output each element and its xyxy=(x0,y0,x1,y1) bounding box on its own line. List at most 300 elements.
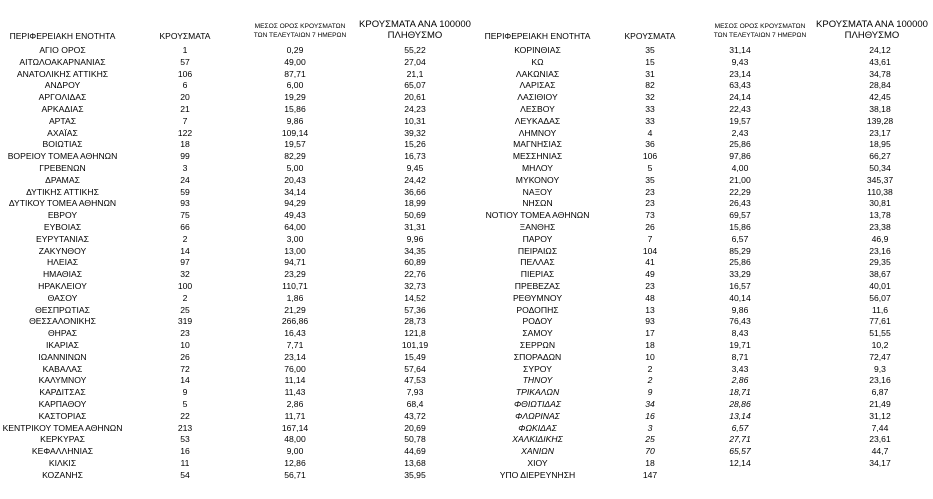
avg7-cell: 1,86 xyxy=(286,292,304,303)
per100k-cell: 34,17 xyxy=(869,457,891,468)
left-per100k-column xyxy=(375,45,455,481)
cases-cell: 32 xyxy=(180,269,190,280)
cases-cell: 31 xyxy=(645,68,655,79)
region-name-cell: ΚΕΝΤΡΙΚΟΥ ΤΟΜΕΑ ΑΘΗΝΩΝ xyxy=(2,422,123,433)
region-name-cell: ΣΠΟΡΑΔΩΝ xyxy=(513,351,562,362)
avg7-cell: 9,86 xyxy=(286,115,304,126)
avg7-cell: 25,86 xyxy=(729,257,751,268)
cases-cell: 14 xyxy=(180,245,190,256)
region-name-cell: ΣΕΡΡΩΝ xyxy=(519,339,556,350)
avg7-cell: 94,29 xyxy=(284,198,306,209)
cases-cell: 24 xyxy=(180,174,190,185)
region-name-cell: ΔΥΤΙΚΟΥ ΤΟΜΕΑ ΑΘΗΝΩΝ xyxy=(8,198,117,209)
per100k-cell: 101,19 xyxy=(401,339,429,350)
per100k-cell: 139,28 xyxy=(866,115,894,126)
region-name-cell: ΜΑΓΝΗΣΙΑΣ xyxy=(513,139,562,150)
cases-cell: 23 xyxy=(180,328,190,339)
region-name-cell: ΚΟΖΑΝΗΣ xyxy=(42,469,83,480)
cases-cell: 5 xyxy=(182,398,188,409)
per100k-cell: 24,23 xyxy=(404,103,426,114)
cases-cell: 41 xyxy=(645,257,655,268)
per100k-cell: 23,38 xyxy=(869,221,891,232)
cases-cell: 35 xyxy=(645,45,655,55)
header-cases-right: ΚΡΟΥΣΜΑΤΑ xyxy=(624,31,676,41)
cases-cell: 3 xyxy=(182,162,188,173)
cases-cell: 4 xyxy=(647,127,653,138)
region-name-cell: ΚΑΒΑΛΑΣ xyxy=(42,363,83,374)
avg7-cell: 23,29 xyxy=(284,269,306,280)
cases-cell: 319 xyxy=(177,316,193,327)
region-name-cell: ΘΕΣΣΑΛΟΝΙΚΗΣ xyxy=(29,316,96,327)
avg7-cell: 23,14 xyxy=(729,68,751,79)
cases-cell: 33 xyxy=(645,115,655,126)
cases-cell: 22 xyxy=(180,410,190,421)
region-name-cell: ΘΑΣΟΥ xyxy=(47,292,78,303)
region-name-cell: ΞΑΝΘΗΣ xyxy=(519,221,556,232)
avg7-cell: 65,57 xyxy=(729,446,751,457)
per100k-cell: 15,49 xyxy=(404,351,426,362)
region-name-cell: ΖΑΚΥΝΘΟΥ xyxy=(38,245,87,256)
cases-cell: 2 xyxy=(647,363,653,374)
region-name-cell: ΚΑΣΤΟΡΙΑΣ xyxy=(38,410,87,421)
avg7-cell: 21,00 xyxy=(729,174,751,185)
cases-cell: 2 xyxy=(182,292,188,303)
per100k-cell: 18,99 xyxy=(404,198,426,209)
region-name-cell: ΑΡΓΟΛΙΔΑΣ xyxy=(38,92,87,103)
cases-cell: 34 xyxy=(645,398,655,409)
right-cases-column xyxy=(615,45,685,481)
cases-cell: 11 xyxy=(180,457,190,468)
per100k-cell: 13,78 xyxy=(869,210,891,221)
header-cases-left: ΚΡΟΥΣΜΑΤΑ xyxy=(159,31,211,41)
region-name-cell: ΒΟΙΩΤΙΑΣ xyxy=(42,139,83,150)
region-name-cell: ΗΛΕΙΑΣ xyxy=(46,257,79,268)
avg7-cell: 109,14 xyxy=(281,127,309,138)
cases-cell: 6 xyxy=(182,80,188,91)
region-name-cell: ΕΒΡΟΥ xyxy=(47,210,78,221)
avg7-cell: 21,29 xyxy=(284,304,306,315)
region-name-cell: ΚΩ xyxy=(531,56,544,67)
per100k-cell: 47,53 xyxy=(404,375,426,386)
avg7-cell: 69,57 xyxy=(729,210,751,221)
left-avg7-column xyxy=(255,45,335,481)
avg7-cell: 22,43 xyxy=(729,103,751,114)
avg7-cell: 16,57 xyxy=(729,280,751,291)
cases-cell: 5 xyxy=(647,162,653,173)
header-per100k-right xyxy=(812,19,932,41)
region-name-cell: ΣΥΡΟΥ xyxy=(523,363,552,374)
avg7-cell: 12,14 xyxy=(729,457,751,468)
per100k-cell: 39,32 xyxy=(404,127,426,138)
cases-cell: 18 xyxy=(180,139,190,150)
region-name-cell: ΕΥΒΟΙΑΣ xyxy=(43,221,82,232)
region-name-cell: ΚΑΛΥΜΝΟΥ xyxy=(38,375,87,386)
region-name-cell: ΜΗΛΟΥ xyxy=(521,162,554,173)
cases-cell: 59 xyxy=(180,186,190,197)
per100k-cell: 24,12 xyxy=(869,45,891,55)
per100k-cell: 42,45 xyxy=(869,92,891,103)
right-avg7-column xyxy=(700,45,780,481)
avg7-cell: 15,86 xyxy=(284,103,306,114)
cases-cell: 57 xyxy=(180,56,190,67)
cases-cell: 2 xyxy=(182,233,188,244)
avg7-cell: 63,43 xyxy=(729,80,751,91)
avg7-cell: 11,43 xyxy=(284,387,306,398)
cases-cell: 16 xyxy=(645,410,655,421)
cases-cell: 23 xyxy=(645,198,655,209)
region-name-cell: ΛΑΣΙΘΙΟΥ xyxy=(517,92,558,103)
region-name-cell: ΕΥΡΥΤΑΝΙΑΣ xyxy=(36,233,89,244)
cases-cell: 53 xyxy=(180,434,190,445)
cases-cell: 122 xyxy=(177,127,193,138)
cases-cell: 213 xyxy=(177,422,193,433)
cases-cell: 1 xyxy=(182,45,188,55)
avg7-cell: 19,57 xyxy=(729,115,751,126)
per100k-cell: 44,7 xyxy=(871,446,889,457)
per100k-cell: 44,69 xyxy=(404,446,426,457)
per100k-cell: 20,69 xyxy=(404,422,426,433)
per100k-cell: 121,8 xyxy=(404,328,426,339)
per100k-cell: 66,27 xyxy=(869,151,891,162)
cases-cell: 10 xyxy=(645,351,655,362)
avg7-cell: 3,00 xyxy=(286,233,304,244)
cases-cell: 17 xyxy=(645,328,655,339)
per100k-cell: 16,73 xyxy=(404,151,426,162)
per100k-cell: 11,6 xyxy=(871,304,889,315)
cases-cell: 18 xyxy=(645,339,655,350)
avg7-cell: 13,14 xyxy=(729,410,751,421)
region-name-cell: ΠΑΡΟΥ xyxy=(522,233,553,244)
per100k-cell: 9,96 xyxy=(406,233,424,244)
header-avg7-right xyxy=(695,22,825,40)
per100k-cell: 18,95 xyxy=(869,139,891,150)
per100k-cell: 72,47 xyxy=(869,351,891,362)
per100k-cell: 23,17 xyxy=(869,127,891,138)
cases-cell: 18 xyxy=(645,457,655,468)
avg7-cell: 25,86 xyxy=(729,139,751,150)
cases-cell: 54 xyxy=(180,469,190,480)
region-name-cell: ΛΑΡΙΣΑΣ xyxy=(519,80,556,91)
cases-cell: 15 xyxy=(645,56,655,67)
avg7-cell: 3,43 xyxy=(731,363,749,374)
cases-cell: 93 xyxy=(180,198,190,209)
region-name-cell: ΣΑΜΟΥ xyxy=(522,328,553,339)
cases-cell: 9 xyxy=(182,387,188,398)
per100k-cell: 38,67 xyxy=(869,269,891,280)
avg7-cell: 56,71 xyxy=(284,469,306,480)
cases-cell: 147 xyxy=(642,469,658,480)
avg7-cell: 34,14 xyxy=(284,186,306,197)
per100k-cell: 77,61 xyxy=(869,316,891,327)
cases-cell: 2 xyxy=(647,375,653,386)
region-name-cell: ΜΕΣΣΗΝΙΑΣ xyxy=(512,151,563,162)
region-name-cell: ΤΡΙΚΑΛΩΝ xyxy=(515,387,560,398)
region-name-cell: ΑΧΑΪΑΣ xyxy=(47,127,78,138)
per100k-cell: 345,37 xyxy=(866,174,894,185)
region-name-cell: ΚΕΦΑΛΛΗΝΙΑΣ xyxy=(31,446,94,457)
cases-cell: 16 xyxy=(180,446,190,457)
avg7-cell: 87,71 xyxy=(284,68,306,79)
header-region-right: ΠΕΡΙΦΕΡΕΙΑΚΗ ΕΝΟΤΗΤΑ xyxy=(484,31,591,41)
avg7-cell: 2,86 xyxy=(286,398,304,409)
cases-cell: 49 xyxy=(645,269,655,280)
per100k-cell: 14,52 xyxy=(404,292,426,303)
per100k-cell: 7,44 xyxy=(871,422,889,433)
header-avg7-left xyxy=(230,22,370,40)
region-name-cell: ΚΟΡΙΝΘΙΑΣ xyxy=(514,45,561,55)
per100k-cell: 50,69 xyxy=(404,210,426,221)
avg7-cell: 167,14 xyxy=(281,422,309,433)
avg7-cell: 31,14 xyxy=(729,45,751,55)
avg7-cell: 19,57 xyxy=(284,139,306,150)
avg7-cell: 48,00 xyxy=(284,434,306,445)
header-avg7-right-line1: ΜΕΣΟΣ ΟΡΟΣ ΚΡΟΥΣΜΑΤΩΝ xyxy=(714,23,806,30)
per100k-cell: 29,35 xyxy=(869,257,891,268)
avg7-cell: 8,43 xyxy=(731,328,749,339)
cases-cell: 48 xyxy=(645,292,655,303)
region-name-cell: ΤΗΝΟΥ xyxy=(522,375,553,386)
avg7-cell: 20,43 xyxy=(284,174,306,185)
avg7-cell: 6,57 xyxy=(731,233,749,244)
per100k-cell: 32,73 xyxy=(404,280,426,291)
region-name-cell: ΗΜΑΘΙΑΣ xyxy=(42,269,83,280)
cases-cell: 106 xyxy=(177,68,193,79)
cases-cell: 104 xyxy=(642,245,658,256)
cases-cell: 13 xyxy=(645,304,655,315)
per100k-cell: 55,22 xyxy=(404,45,426,55)
avg7-cell: 28,86 xyxy=(729,398,751,409)
cases-cell: 72 xyxy=(180,363,190,374)
cases-cell: 36 xyxy=(645,139,655,150)
per100k-cell: 24,42 xyxy=(404,174,426,185)
avg7-cell: 19,71 xyxy=(729,339,751,350)
per100k-cell: 6,87 xyxy=(871,387,889,398)
per100k-cell: 31,31 xyxy=(404,221,426,232)
per100k-cell: 31,12 xyxy=(869,410,891,421)
per100k-cell: 110,38 xyxy=(867,186,893,197)
region-name-cell: ΧΑΝΙΩΝ xyxy=(521,446,554,457)
cases-cell: 93 xyxy=(645,316,655,327)
cases-cell: 70 xyxy=(645,446,655,457)
avg7-cell: 33,29 xyxy=(729,269,751,280)
per100k-cell: 34,78 xyxy=(869,68,891,79)
cases-cell: 26 xyxy=(180,351,190,362)
per100k-cell: 51,55 xyxy=(869,328,891,339)
avg7-cell: 6,00 xyxy=(286,80,304,91)
region-name-cell: ΡΟΔΟΥ xyxy=(522,316,553,327)
cases-cell: 20 xyxy=(180,92,190,103)
cases-cell: 23 xyxy=(645,186,655,197)
cases-cell: 25 xyxy=(180,304,190,315)
per100k-cell: 21,49 xyxy=(869,398,891,409)
region-name-cell: ΚΙΛΚΙΣ xyxy=(48,457,77,468)
per100k-cell: 10,2 xyxy=(871,339,889,350)
region-name-cell: ΑΙΤΩΛΟΑΚΑΡΝΑΝΙΑΣ xyxy=(19,56,106,67)
header-per100k-right-line2: ΠΛΗΘΥΣΜΟ xyxy=(844,30,900,41)
avg7-cell: 110,71 xyxy=(282,280,308,291)
cases-cell: 66 xyxy=(180,221,190,232)
region-name-cell: ΗΡΑΚΛΕΙΟΥ xyxy=(38,280,87,291)
header-avg7-left-line1: ΜΕΣΟΣ ΟΡΟΣ ΚΡΟΥΣΜΑΤΩΝ xyxy=(254,23,346,30)
region-name-cell: ΚΑΡΔΙΤΣΑΣ xyxy=(39,387,86,398)
region-name-cell: ΑΝΑΤΟΛΙΚΗΣ ΑΤΤΙΚΗΣ xyxy=(16,68,109,79)
region-name-cell: ΡΟΔΟΠΗΣ xyxy=(516,304,559,315)
cases-cell: 82 xyxy=(645,80,655,91)
right-region-column xyxy=(465,45,610,481)
per100k-cell: 40,01 xyxy=(869,280,891,291)
avg7-cell: 9,43 xyxy=(731,56,749,67)
cases-cell: 73 xyxy=(645,210,655,221)
per100k-cell xyxy=(840,470,920,482)
region-name-cell: ΑΡΤΑΣ xyxy=(48,115,77,126)
region-name-cell: ΥΠΟ ΔΙΕΡΕΥΝΗΣΗ xyxy=(499,469,576,480)
avg7-cell: 13,00 xyxy=(284,245,306,256)
cases-cell: 7 xyxy=(182,115,188,126)
cases-cell: 9 xyxy=(647,387,653,398)
per100k-cell: 38,18 xyxy=(869,103,891,114)
left-region-column xyxy=(0,45,125,481)
region-name-cell: ΠΕΙΡΑΙΩΣ xyxy=(517,245,558,256)
avg7-cell: 27,71 xyxy=(729,434,751,445)
avg7-cell: 82,29 xyxy=(284,151,306,162)
per100k-cell: 9,3 xyxy=(874,363,886,374)
per100k-cell: 35,95 xyxy=(404,469,426,480)
region-name-cell: ΠΕΛΛΑΣ xyxy=(520,257,555,268)
region-name-cell: ΡΕΘΥΜΝΟΥ xyxy=(512,292,563,303)
region-name-cell: ΔΡΑΜΑΣ xyxy=(45,174,80,185)
per100k-cell: 56,07 xyxy=(869,292,891,303)
region-name-cell: ΛΕΣΒΟΥ xyxy=(520,103,555,114)
cases-cell: 33 xyxy=(645,103,655,114)
region-name-cell: ΠΡΕΒΕΖΑΣ xyxy=(514,280,561,291)
avg7-cell: 9,86 xyxy=(731,304,749,315)
avg7-cell: 19,29 xyxy=(284,92,306,103)
per100k-cell: 7,93 xyxy=(406,387,424,398)
cases-cell: 26 xyxy=(645,221,655,232)
avg7-cell: 4,00 xyxy=(731,162,749,173)
region-name-cell: ΚΕΡΚΥΡΑΣ xyxy=(40,434,85,445)
per100k-cell: 15,26 xyxy=(404,139,426,150)
avg7-cell: 2,43 xyxy=(731,127,749,138)
avg7-cell: 266,86 xyxy=(281,316,309,327)
region-name-cell: ΛΗΜΝΟΥ xyxy=(518,127,557,138)
header-per100k-left xyxy=(350,19,480,41)
avg7-cell: 97,86 xyxy=(729,151,751,162)
avg7-cell: 6,57 xyxy=(731,422,749,433)
region-name-cell: ΙΚΑΡΙΑΣ xyxy=(45,339,79,350)
avg7-cell: 2,86 xyxy=(731,375,749,386)
avg7-cell: 8,71 xyxy=(731,351,749,362)
region-name-cell: ΘΗΡΑΣ xyxy=(47,328,78,339)
per100k-cell: 43,61 xyxy=(869,56,891,67)
per100k-cell: 23,16 xyxy=(869,245,891,256)
region-name-cell: ΝΟΤΙΟΥ ΤΟΜΕΑ ΑΘΗΝΩΝ xyxy=(485,210,590,221)
per100k-cell: 28,73 xyxy=(404,316,426,327)
cases-cell: 35 xyxy=(645,174,655,185)
per100k-cell: 10,31 xyxy=(404,115,426,126)
avg7-cell: 49,00 xyxy=(284,56,306,67)
region-name-cell: ΧΙΟΥ xyxy=(527,457,548,468)
avg7-cell: 22,29 xyxy=(729,186,751,197)
per100k-cell: 43,72 xyxy=(404,410,426,421)
region-name-cell: ΘΕΣΠΡΩΤΙΑΣ xyxy=(35,304,90,315)
region-name-cell: ΔΥΤΙΚΗΣ ΑΤΤΙΚΗΣ xyxy=(26,186,99,197)
region-name-cell: ΜΥΚΟΝΟΥ xyxy=(515,174,560,185)
per100k-cell: 46,9 xyxy=(871,233,889,244)
cases-cell: 21 xyxy=(180,103,190,114)
region-name-cell: ΒΟΡΕΙΟΥ ΤΟΜΕΑ ΑΘΗΝΩΝ xyxy=(7,151,118,162)
per100k-cell: 34,35 xyxy=(404,245,426,256)
header-region-left: ΠΕΡΙΦΕΡΕΙΑΚΗ ΕΝΟΤΗΤΑ xyxy=(9,31,116,41)
cases-cell: 99 xyxy=(180,151,190,162)
per100k-cell: 65,07 xyxy=(404,80,426,91)
per100k-cell: 30,81 xyxy=(869,198,891,209)
per100k-cell: 23,16 xyxy=(869,375,891,386)
per100k-cell: 28,84 xyxy=(869,80,891,91)
region-name-cell: ΛΕΥΚΑΔΑΣ xyxy=(514,115,561,126)
region-name-cell: ΧΑΛΚΙΔΙΚΗΣ xyxy=(512,434,563,445)
cases-cell: 75 xyxy=(180,210,190,221)
cases-cell: 3 xyxy=(647,422,653,433)
region-name-cell: ΠΙΕΡΙΑΣ xyxy=(520,269,555,280)
avg7-cell: 85,29 xyxy=(729,245,751,256)
per100k-cell: 50,34 xyxy=(869,162,891,173)
cases-cell: 23 xyxy=(645,280,655,291)
avg7-cell: 49,43 xyxy=(284,210,306,221)
per100k-cell: 60,89 xyxy=(404,257,426,268)
region-name-cell: ΦΛΩΡΙΝΑΣ xyxy=(515,410,560,421)
per100k-cell: 9,45 xyxy=(406,162,424,173)
avg7-cell: 40,14 xyxy=(729,292,751,303)
avg7-cell: 11,14 xyxy=(284,375,306,386)
region-name-cell: ΑΝΔΡΟΥ xyxy=(44,80,81,91)
header-avg7-left-line2: ΤΩΝ ΤΕΛΕΥΤΑΙΩΝ 7 ΗΜΕΡΩΝ xyxy=(253,32,347,39)
region-name-cell: ΝΑΞΟΥ xyxy=(522,186,553,197)
avg7-cell: 64,00 xyxy=(284,221,306,232)
region-name-cell: ΙΩΑΝΝΙΝΩΝ xyxy=(38,351,87,362)
avg7-cell: 5,00 xyxy=(286,162,304,173)
avg7-cell: 26,43 xyxy=(729,198,751,209)
avg7-cell: 76,43 xyxy=(729,316,751,327)
cases-cell: 106 xyxy=(642,151,658,162)
header-per100k-left-line1: ΚΡΟΥΣΜΑΤΑ ΑΝΑ 100000 xyxy=(359,19,471,30)
avg7-cell: 7,71 xyxy=(286,339,304,350)
avg7-cell: 18,71 xyxy=(729,387,751,398)
header-per100k-right-line1: ΚΡΟΥΣΜΑΤΑ ΑΝΑ 100000 xyxy=(816,19,928,30)
avg7-cell: 9,00 xyxy=(286,446,304,457)
cases-cell: 14 xyxy=(180,375,190,386)
avg7-cell: 24,14 xyxy=(729,92,751,103)
avg7-cell: 12,86 xyxy=(284,457,306,468)
avg7-cell: 76,00 xyxy=(284,363,306,374)
per100k-cell: 57,64 xyxy=(404,363,426,374)
avg7-cell: 16,43 xyxy=(284,328,306,339)
avg7-cell xyxy=(700,470,780,482)
region-name-cell: ΦΩΚΙΔΑΣ xyxy=(518,422,557,433)
cases-cell: 7 xyxy=(647,233,653,244)
per100k-cell: 20,61 xyxy=(404,92,426,103)
region-name-cell: ΑΡΚΑΔΙΑΣ xyxy=(41,103,84,114)
region-name-cell: ΚΑΡΠΑΘΟΥ xyxy=(38,398,87,409)
avg7-cell: 15,86 xyxy=(729,221,751,232)
avg7-cell: 11,71 xyxy=(284,410,306,421)
per100k-cell: 27,04 xyxy=(404,56,426,67)
cases-cell: 97 xyxy=(180,257,190,268)
cases-cell: 10 xyxy=(180,339,190,350)
region-name-cell: ΑΓΙΟ ΟΡΟΣ xyxy=(39,45,86,55)
per100k-cell: 21,1 xyxy=(406,68,424,79)
avg7-cell: 0,29 xyxy=(286,45,304,55)
